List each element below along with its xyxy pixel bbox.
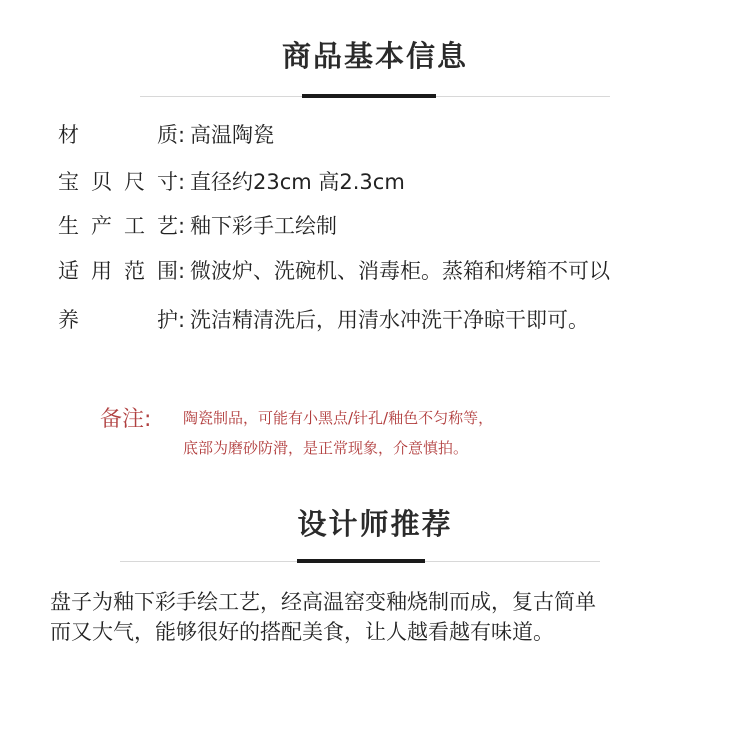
spec-row-craft bbox=[58, 210, 337, 240]
description-line: 盘子为釉下彩手绘工艺，经高温窑变釉烧制而成，复古简单 bbox=[50, 590, 596, 614]
spec-value: 高温陶瓷 bbox=[190, 123, 274, 147]
spec-colon: : bbox=[178, 308, 186, 332]
spec-colon: : bbox=[178, 214, 186, 238]
spec-label: 养护 bbox=[58, 308, 178, 332]
spec-label: 材质 bbox=[58, 123, 178, 147]
designer-title: 设计师推荐 bbox=[297, 507, 453, 541]
spec-label: 宝贝尺寸 bbox=[58, 170, 178, 194]
spec-value: 洗洁精清洗后，用清水冲洗干净晾干即可。 bbox=[190, 308, 589, 332]
spec-row-material bbox=[58, 119, 274, 149]
spec-row-care bbox=[58, 304, 589, 334]
spec-value: 釉下彩手工绘制 bbox=[190, 214, 337, 238]
spec-colon: : bbox=[178, 259, 186, 283]
spec-value: 微波炉、洗碗机、消毒柜。蒸箱和烤箱不可以 bbox=[190, 259, 610, 283]
basic-info-title: 商品基本信息 bbox=[281, 39, 468, 73]
designer-description bbox=[50, 587, 700, 647]
spec-label: 适用范围 bbox=[58, 259, 178, 283]
spec-value: 直径约23cm 高2.3cm bbox=[190, 170, 405, 194]
spec-row-size bbox=[58, 166, 405, 196]
spec-label: 生产工艺 bbox=[58, 214, 178, 238]
note-line: 底部为磨砂防滑，是正常现象，介意慎拍。 bbox=[183, 439, 469, 457]
note-label: 备注: bbox=[100, 407, 152, 432]
basic-info-accent-bar bbox=[302, 94, 436, 98]
note-line: 陶瓷制品，可能有小黑点/针孔/釉色不匀称等， bbox=[183, 409, 494, 427]
designer-accent-bar bbox=[297, 559, 425, 563]
description-line: 而又大气，能够很好的搭配美食，让人越看越有味道。 bbox=[50, 620, 554, 644]
spec-colon: : bbox=[178, 170, 186, 194]
spec-row-usage bbox=[58, 255, 610, 285]
spec-colon: : bbox=[178, 123, 186, 147]
